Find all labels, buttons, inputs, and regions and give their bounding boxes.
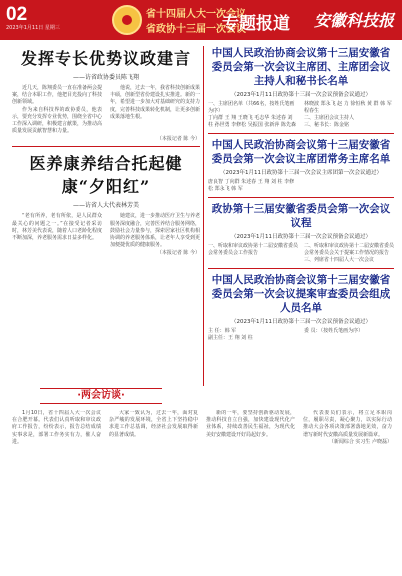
- article-source: （本报记者 陈 今）: [156, 250, 200, 257]
- right-column: [208, 46, 394, 342]
- cppcc-emblem-icon: [112, 5, 142, 35]
- notice-agenda: [208, 202, 394, 264]
- page-number: 02: [6, 4, 28, 25]
- list-item: 二、主席团会议主持人: [304, 115, 355, 121]
- event-name-npc: 省十四届人大一次会议: [146, 9, 246, 20]
- list-item: 一、主席团名单（共66名，按姓氏笔画为序）: [208, 101, 295, 114]
- paragraph: 大家一致认为，过去一年，面对复杂严峻的发展环境，全省上下坚持稳中求进工作总基调，经济社会发展取得新的显著成绩。: [109, 410, 198, 438]
- event-name-cppcc: 省政协十三届一次会议: [146, 24, 246, 35]
- list-item: 三、列席省十四届人大一次会议: [304, 257, 375, 263]
- notice-proposal-committee: [208, 273, 394, 342]
- article-byline: ——访省政协委员陈飞翔: [72, 74, 139, 81]
- notice-presidium-list: [208, 46, 394, 129]
- paragraph: 近几天，陈翔委员一直在准备两会提案，结合本职工作，他把目光投向了科技创新领域。: [12, 85, 103, 106]
- left-column: [12, 46, 200, 256]
- paragraph: 作为来自科技界的政协委员，他表示，要充分发挥专业优势，围绕全省中心工作深入调研，积极建言献策，为推动高质量发展贡献智慧和力量。: [12, 106, 103, 135]
- name-list: [208, 101, 394, 129]
- paragraph: 代表委员们表示，将立足本职岗位，履职尽责，凝心聚力，以实际行动推动大会各项决策部署落地见效，奋力谱写新时代安徽高质量发展新篇章。: [303, 410, 392, 438]
- list-item: 唐良智 丁向群 朱述春 王 翔 刘 柱 李修松 郑永飞 韩 军: [208, 179, 295, 192]
- list-item: 主 任：韩 军: [208, 328, 237, 334]
- notice-subtitle: （2023年1月11日政协第十三届一次会议主席团第一次会议通过）: [220, 170, 382, 176]
- article-byline: ——访省人大代表林芳美: [72, 202, 139, 210]
- section-title: 专题报道: [222, 14, 290, 34]
- notice-standing-chairs: [208, 138, 394, 193]
- article-headline: 发挥专长优势议政建言: [20, 49, 191, 68]
- name-list: [208, 179, 394, 193]
- paragraph: 1月10日，省十四届人大一次会议在合肥开幕。代表们认真听取和审议政府工作报告，纷纷表示，报告总结成绩实事求是，部署工作务实有力，催人奋进。: [12, 410, 101, 445]
- bottom-article: [12, 410, 392, 565]
- section-label-interviews: ·两会访谈·: [40, 388, 162, 404]
- notice-subtitle: （2023年1月11日政协第十三届一次会议预备会议通过）: [231, 234, 371, 240]
- name-list: [208, 328, 394, 342]
- newspaper-logo: 安徽科技报: [313, 11, 394, 30]
- article-body: [12, 85, 200, 135]
- paragraph: 她建议，进一步推动医疗卫生与养老服务深度融合，完善医养结合服务网络，鼓励社会力量参与，探索居家社区机构相协调的养老服务体系，让老年人享受到更加便捷优质的健康服务。: [110, 213, 201, 249]
- notice-divider: [208, 268, 394, 269]
- paragraph: 新的一年，要坚持创新驱动发展，推动科技自立自强，加快建设现代化产业体系，持续改善民生福祉，为现代化美好安徽建设开好局起好步。: [206, 410, 295, 438]
- list-item: 一、听取和审议政协第十二届安徽省委员会常务委员会工作报告: [208, 243, 299, 256]
- page-date: 2023年1月11日 星期三: [6, 25, 60, 31]
- article-headline: 医养康养结合托起健康“夕阳红”: [29, 154, 183, 197]
- notice-headline: 中国人民政治协商会议第十三届安徽省委员会第一次会议提案审查委员会组成人员名单: [211, 274, 391, 314]
- paragraph: 他说，过去一年，我省科技创新成果丰硕，创新型省份建设扎实推进。新的一年，希望进一步加大对基础研究的支持力度，完善科技成果转化机制，让更多创新成果落地生根。: [110, 85, 201, 120]
- list-item: 二、听取和审议政协第十二届安徽省委员会常务委员会关于提案工作情况的报告: [304, 243, 395, 256]
- notice-headline: 中国人民政治协商会议第十三届安徽省委员会第一次会议主席团常务主席名单: [211, 139, 391, 165]
- column-divider: [203, 46, 204, 386]
- article-lin-fangmei: [12, 151, 200, 256]
- paragraph: “老有所养，老有所依，是人民群众最关心的问题之一。”在接受记者采访时，林芳美代表说，随着人口老龄化程度不断加深，养老服务需求日益多样化。: [12, 213, 103, 242]
- list-item: 丁向群 王 翔 王晓飞 毛志华 朱述春 刘 柱 孙世勇 李修松 吴振国 张新萍 陈先森 林晓波 郑永飞 赵 力 徐恒秋 黄 群 韩 军 程春生: [208, 101, 392, 128]
- article-source: （新闻综合 实习生 卢晓磊）: [328, 438, 392, 445]
- article-source: （本报记者 陈 今）: [156, 136, 200, 143]
- notice-headline: 政协第十三届安徽省委员会第一次会议议程: [211, 203, 391, 229]
- list-item: 副主任：王 翔 刘 柱: [208, 335, 253, 341]
- list-item: 委 员：（按姓氏笔画为序）: [304, 328, 364, 334]
- notice-divider: [208, 133, 394, 134]
- list-item: 三、秘书长：陈金铭: [304, 122, 350, 128]
- agenda-list: [208, 243, 394, 264]
- notice-subtitle: （2023年1月11日政协第十三届一次会议预备会议通过）: [231, 319, 371, 325]
- notice-divider: [208, 197, 394, 198]
- notice-subtitle: （2023年1月11日政协第十三届一次会议预备会议通过）: [231, 92, 371, 98]
- masthead: [0, 0, 402, 40]
- article-divider: [12, 146, 200, 147]
- notice-headline: 中国人民政治协商会议第十三届安徽省委员会第一次会议主席团、主席团会议主持人和秘书长名单: [211, 47, 391, 87]
- article-body: [12, 213, 200, 249]
- article-chen-feixiang: [12, 46, 200, 142]
